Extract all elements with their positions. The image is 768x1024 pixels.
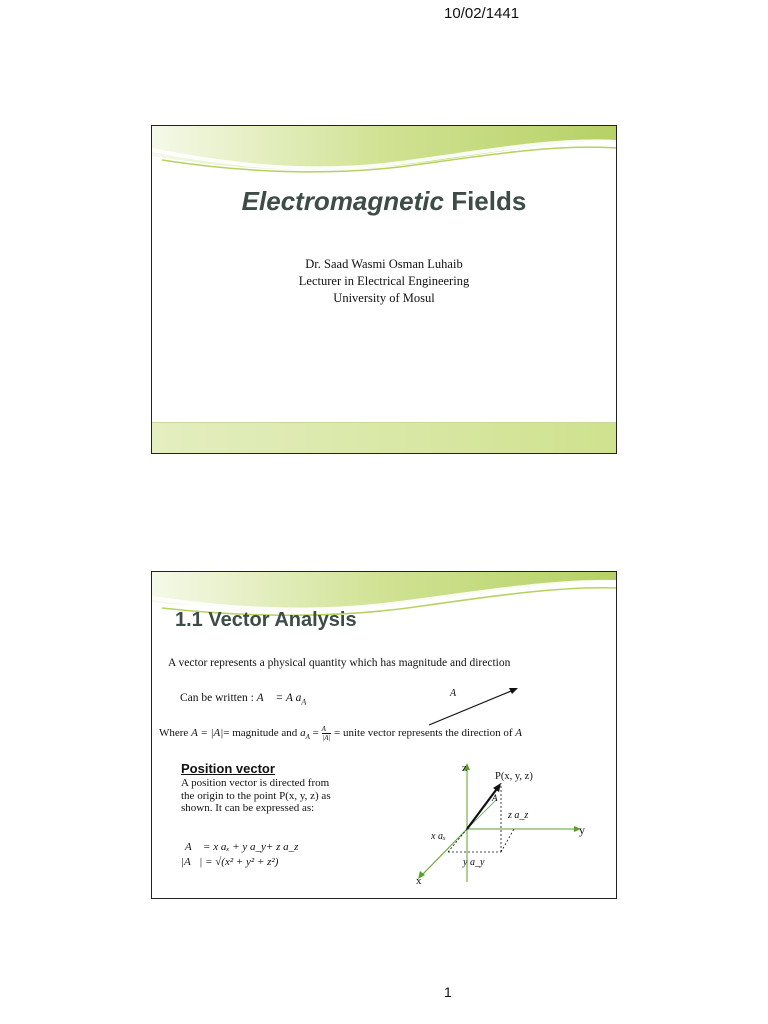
fraction-denominator: |A| (322, 734, 331, 742)
where-equals: = (309, 727, 322, 740)
point-label: P(x, y, z) (495, 771, 533, 782)
position-vector-equation: A⃗ = x aₓ + y a_y+ z a_z (185, 841, 299, 853)
axis-label-z: z (462, 762, 467, 774)
magnitude-equation: A = |A| (191, 727, 224, 740)
vector-diagram (152, 572, 616, 898)
dotted-line (501, 829, 514, 852)
unit-vector-subscript: A (305, 733, 310, 742)
vector-arrow (429, 689, 516, 725)
vector-label-a: A⃗ (492, 793, 505, 803)
can-be-written-subscript: A (301, 697, 307, 707)
dotted-line (448, 829, 467, 852)
page-number: 1 (444, 984, 452, 1000)
label-y-ay: y a_y (463, 857, 485, 868)
author-name: Dr. Saad Wasmi Osman Luhaib (305, 257, 463, 271)
label-z-az: z a_z (508, 810, 529, 821)
intro-text: A vector represents a physical quantity which has magnitude and direction (168, 657, 511, 669)
where-mid-text: = magnitude and (223, 727, 301, 740)
arrow-vector-label: A⃗ (450, 688, 464, 699)
section-heading: 1.1 Vector Analysis (175, 609, 357, 631)
label-x-ax: x aₓ (431, 831, 446, 842)
slide-vector-analysis (151, 571, 617, 899)
slide-title (151, 125, 617, 454)
slide-footer-band (152, 422, 616, 453)
position-vector-body: A position vector is directed from the origin to the point P(x, y, z) as shown. It can be expressed as: (181, 777, 331, 814)
magnitude-equation-sqrt: |A⃗| = √(x² + y² + z²) (181, 856, 279, 868)
position-vector-heading: Position vector (181, 761, 275, 776)
title-rest-part: Fields (443, 186, 527, 216)
unit-vector-symbol: a (300, 727, 306, 740)
axis-label-y: y (579, 823, 585, 837)
author-block (152, 256, 616, 307)
author-affiliation: University of Mosul (333, 291, 435, 305)
title-italic-part: Electromagnetic (241, 186, 444, 216)
slide-title-heading (152, 186, 616, 217)
where-prefix: Where (159, 727, 192, 740)
author-position: Lecturer in Electrical Engineering (298, 274, 470, 288)
axis-label-x: x (416, 875, 422, 887)
header-date: 10/02/1441 (444, 5, 520, 22)
direction-vector: A⃗ (515, 727, 531, 740)
can-be-written-equation: A⃗ = A a (256, 692, 302, 704)
fraction-numerator: A⃗ (321, 725, 332, 733)
where-suffix: = unite vector represents the direction of (331, 727, 516, 740)
can-be-written-label: Can be written : (180, 692, 257, 704)
